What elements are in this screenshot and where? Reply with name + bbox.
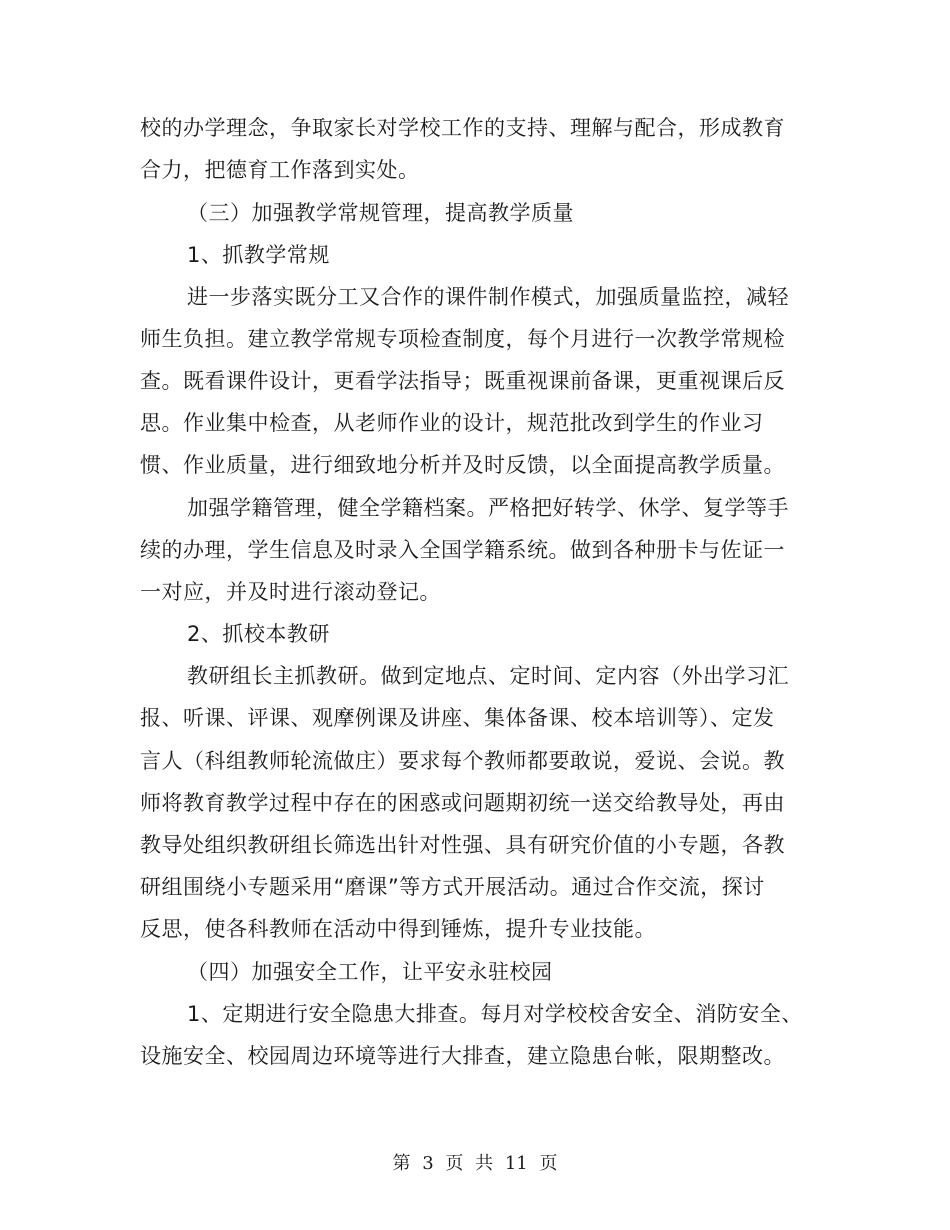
- paragraph-line: 教研组长主抓教研。做到定地点、定时间、定内容（外出学习汇: [187, 664, 789, 688]
- page-number-footer: 第 3 页 共 11 页: [392, 1153, 558, 1174]
- paragraph-line: 反思，使各科教师在活动中得到锤炼，提升专业技能。: [140, 917, 656, 941]
- paragraph-line: 言人（科组教师轮流做庄）要求每个教师都要敢说，爱说、会说。教: [140, 749, 785, 773]
- paragraph-line: 教导处组织教研组长筛选出针对性强、具有研究价值的小专题，各教: [140, 833, 785, 857]
- section-heading: （三）加强教学常规管理，提高教学质量: [187, 201, 574, 225]
- paragraph-line: 1、定期进行安全隐患大排查。每月对学校校舍安全、消防安全、: [187, 1002, 803, 1026]
- paragraph-line: 研组围绕小专题采用“磨课”等方式开展活动。通过合作交流，探讨: [140, 875, 765, 899]
- paragraph-line: 一对应，并及时进行滚动登记。: [140, 580, 441, 604]
- subsection-heading: 1、抓教学常规: [187, 243, 330, 267]
- section-heading: （四）加强安全工作，让平安永驻校园: [187, 960, 553, 984]
- paragraph-line: 校的办学理念，争取家长对学校工作的支持、理解与配合，形成教育: [140, 116, 785, 140]
- paragraph-line: 师生负担。建立教学常规专项检查制度，每个月进行一次教学常规检: [140, 327, 785, 351]
- paragraph-line: 报、听课、评课、观摩例课及讲座、集体备课、校本培训等）、定发: [140, 706, 775, 730]
- paragraph-line: 续的办理，学生信息及时录入全国学籍系统。做到各种册卡与佐证一: [140, 538, 785, 562]
- paragraph-line: 设施安全、校园周边环境等进行大排查，建立隐患台帐，限期整改。: [140, 1044, 785, 1068]
- subsection-heading: 2、抓校本教研: [187, 622, 330, 646]
- paragraph-line: 加强学籍管理，健全学籍档案。严格把好转学、休学、复学等手: [187, 496, 789, 520]
- paragraph-line: 进一步落实既分工又合作的课件制作模式，加强质量监控，减轻: [187, 285, 789, 309]
- paragraph-line: 查。既看课件设计，更看学法指导；既重视课前备课，更重视课后反: [140, 369, 785, 393]
- paragraph-line: 思。作业集中检查，从老师作业的设计，规范批改到学生的作业习: [140, 411, 764, 435]
- paragraph-line: 合力，把德育工作落到实处。: [140, 158, 420, 182]
- paragraph-line: 惯、作业质量，进行细致地分析并及时反馈，以全面提高教学质量。: [140, 453, 785, 477]
- paragraph-line: 师将教育教学过程中存在的困惑或问题期初统一送交给教导处，再由: [140, 791, 785, 815]
